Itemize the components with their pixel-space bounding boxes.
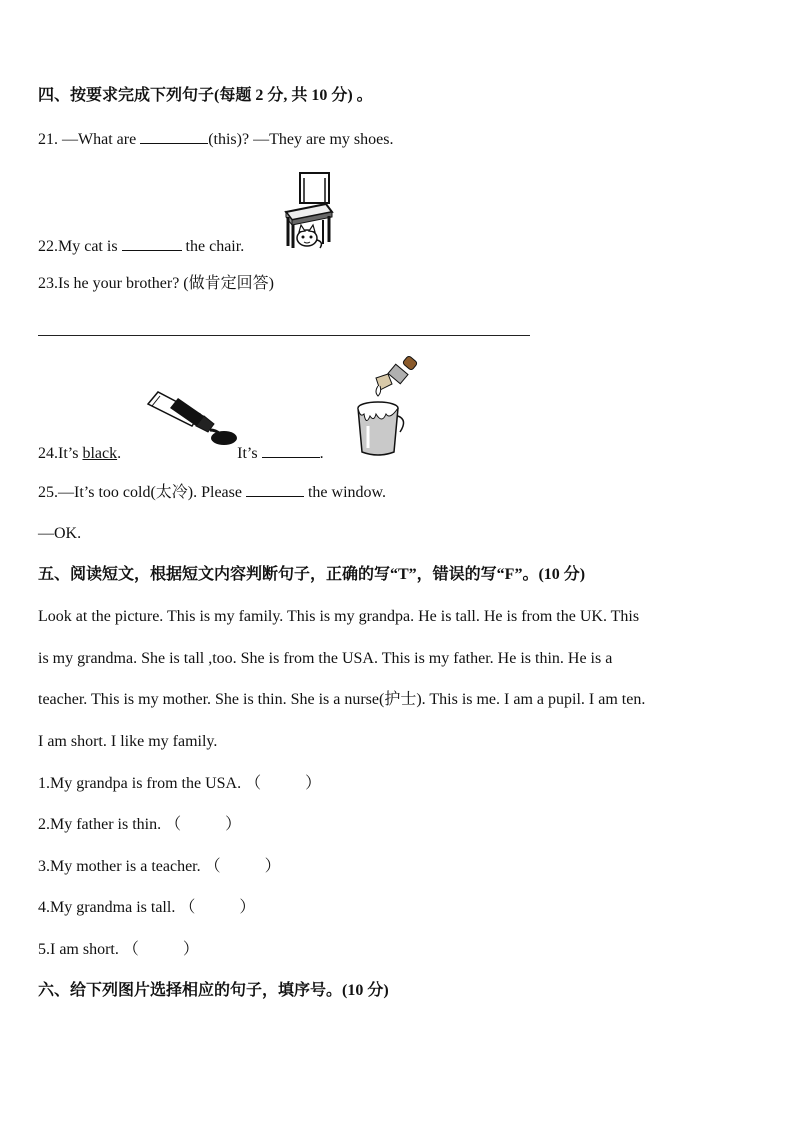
q24-word-black: black [82,445,118,462]
q25-text-b: the window. [303,484,387,501]
paint-bucket-image [346,356,428,460]
question-22 [38,236,244,257]
tf-item-3 [38,857,281,877]
question-21 [38,129,393,150]
tf-item-2 [38,815,241,835]
tf-item-2-text: 2.My father is thin. [38,816,162,833]
tf-item-5-text: 5.I am short. [38,941,119,958]
q25-text-a: 25.—It’s too cold(太冷). Please [38,484,246,501]
passage-line-4: I am short. I like my family. [38,733,218,750]
question-25 [38,482,386,503]
q25-answer-blank[interactable] [246,482,304,497]
tf-item-3-text: 3.My mother is a teacher. [38,858,201,875]
tf-item-1-text: 1.My grandpa is from the USA. [38,775,242,792]
chair-cat-image [276,170,336,250]
q25-reply: —OK. [38,525,82,542]
tf-item-5 [38,940,199,960]
q22-answer-blank[interactable] [122,236,182,251]
tf-item-4-answer[interactable]: （ ） [179,899,256,916]
q24-text-c: It’s [237,445,262,462]
tf-item-3-answer[interactable]: （ ） [204,858,281,875]
q21-text-a: 21. —What are [38,131,141,148]
section-4-heading: 四、按要求完成下列句子(每题 2 分, 共 10 分) 。 [38,87,373,104]
tf-item-1 [38,774,321,794]
q22-text-a: 22.My cat is [38,238,122,255]
tf-item-1-answer[interactable]: （ ） [245,775,322,792]
question-24 [38,443,324,464]
tf-item-4 [38,898,255,918]
q22-text-b: the chair. [181,238,245,255]
section-6-heading: 六、给下列图片选择相应的句子，填序号。(10 分) [38,982,389,999]
q24-text-d: . [319,445,324,462]
passage-line-1: Look at the picture. This is my family. This is my grandpa. He is tall. He is from the UK. This [38,608,640,625]
q21-answer-blank[interactable] [140,129,208,144]
tf-item-5-answer[interactable]: （ ） [122,941,199,958]
q21-text-b: (this)? —They are my shoes. [208,131,394,148]
passage-line-2: is my grandma. She is tall ,too. She is from the USA. This is my father. He is thin. He is a [38,650,613,667]
q24-text-a: 24.It’s [38,445,83,462]
section-5-heading: 五、阅读短文，根据短文内容判断句子，正确的写“T”，错误的写“F”。(10 分) [38,566,586,583]
tf-item-2-answer[interactable]: （ ） [165,816,242,833]
question-23: 23.Is he your brother? (做肯定回答) [38,275,274,292]
q24-answer-blank[interactable] [262,443,320,458]
passage-line-3: teacher. This is my mother. She is thin. She is a nurse(护士). This is me. I am a pupil. I am ten. [38,691,646,708]
tf-item-4-text: 4.My grandma is tall. [38,899,176,916]
paint-tube-image [144,384,240,452]
q24-text-b: . [117,445,122,462]
q23-answer-line[interactable] [38,335,530,336]
